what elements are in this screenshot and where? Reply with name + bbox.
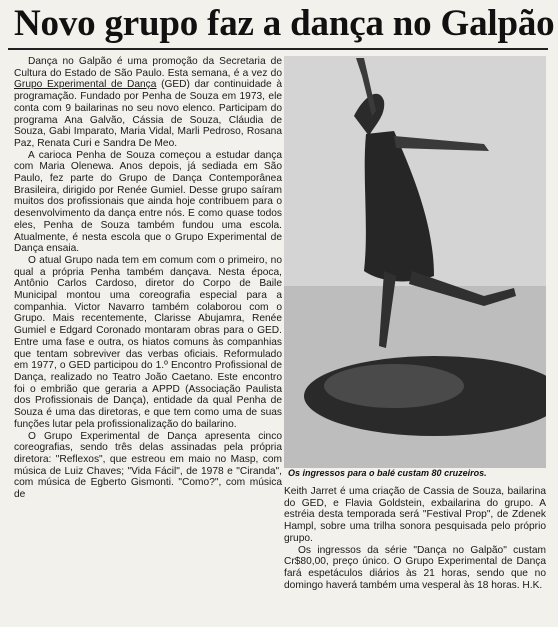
paragraph-1	[14, 56, 282, 150]
paragraph-2: A carioca Penha de Souza começou a estudar dança com Maria Olenewa. Anos depois, já sediada em São Paulo, fez parte do Grupo de Dança Contemporânea Brasileira, dirigido por Renée Gumiel. Desse grupo saíram muitos dos profissionais que ainda hoje contribuem para o desenvolvimento da dança entre nós. E como quase todos eles, Penha de Souza também fundou uma escola. Atualmente, é nesta escola que o Grupo Experimental de Dança ensaia.	[14, 149, 282, 255]
paragraph-3: O atual Grupo nada tem em comum com o primeiro, no qual a própria Penha também dançava. Nesta época, Antônio Carlos Cardoso, diretor do Corpo de Baile Municipal montou uma coreografia especial para a companhia. Victor Navarro também colaborou com o Grupo. Mais recentemente, Clarisse Abujamra, Renée Gumiel e Edgard Coronado montaram obras para o GED. Entre uma fase e outra, os hiatos comuns às companhias que tentam sobreviver das verbas oficiais. Reformulado em 1977, o GED participou do 1.º Encontro Profissional de Dança, realizado no Teatro João Caetano. Este encontro foi o embrião que geraria a APPD (Associação Paulista dos Profissionais de Dança), entidade da qual Penha de Souza é uma das diretoras, e que tem como uma de suas funções lutar pela profissionalização do bailarino.	[14, 254, 282, 430]
dancer-photo	[284, 56, 546, 468]
group-name-underlined: Grupo Experimental de Dança	[14, 79, 157, 91]
right-column	[284, 486, 546, 591]
photo-caption: Os ingressos para o balé custam 80 cruzeiros.	[288, 468, 487, 478]
right-paragraph-1: Keith Jarret é uma criação de Cassia de Souza, bailarina do GED, e Flavia Goldstein, exbailarina do grupo. A estréia desta temporada será "Festival Prop", de Zdenek Hampl, sobre uma trilha sonora pesquisada pelo próprio grupo.	[284, 486, 546, 544]
left-column	[14, 56, 282, 501]
paragraph-1-start: Dança no Galpão é uma promoção da Secretaria de Cultura do Estado de São Paulo. Esta semana, é a vez do	[14, 56, 282, 79]
paragraph-1-end: (GED) dar continuidade à programação. Fundado por Penha de Souza em 1973, ele conta com 9 bailarinas no seu novo elenco. Participam do programa Ana Galvão, Cássia de Souza, Cláudia de Souza, Gabi Imparato, Maria Vidal, Marli Pedroso, Rosana Paz, Renata Curi e Sandra De Meo.	[14, 79, 282, 149]
headline: Novo grupo faz a dança no Galpão	[14, 3, 555, 44]
dancer-illustration	[284, 56, 546, 468]
paragraph-4: O Grupo Experimental de Dança apresenta cinco coreografias, sendo três delas assinadas pela própria diretora: "Reflexos", que estreou em maio no Masp, com música de Luiz Chaves; "Vida Fácil", de 1978 e "Ciranda", com música de Egberto Gismonti. "Como?", com música de	[14, 430, 282, 501]
headline-rule	[8, 48, 548, 50]
right-paragraph-2: Os ingressos da série "Dança no Galpão" custam Cr$80,00, preço único. O Grupo Experimental de Dança fará espetáculos diários às 21 horas, sendo que no domingo haverá também uma vesperal às 18 horas. H.K.	[284, 544, 546, 591]
